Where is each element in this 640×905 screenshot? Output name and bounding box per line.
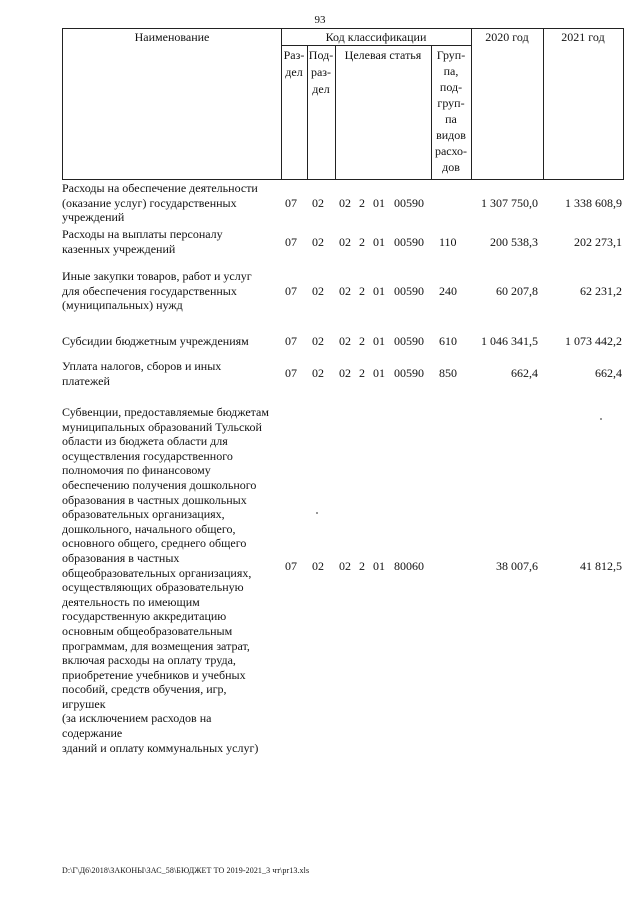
scan-speck xyxy=(600,418,602,420)
row-razdel: 07 xyxy=(285,366,297,380)
row-2021: 1 338 608,9 xyxy=(565,196,622,210)
row-name: Иные закупки товаров, работ и услуг для обеспечения государственных (муниципальных) нужд xyxy=(62,269,252,312)
row-podrazdel: 02 xyxy=(312,559,324,573)
row-razdel: 07 xyxy=(285,559,297,573)
row-group: 110 xyxy=(439,235,457,249)
header-name: Наименование xyxy=(134,30,210,44)
row-2021: 1 073 442,2 xyxy=(565,334,622,348)
header-year-2020: 2020 год xyxy=(485,30,529,44)
row-podrazdel: 02 xyxy=(312,284,324,298)
row-razdel: 07 xyxy=(285,235,297,249)
row-group: 240 xyxy=(439,284,457,298)
row-cs3: 01 xyxy=(373,235,385,249)
header-podrazdel: Под- раз- дел xyxy=(308,48,334,96)
row-cs2: 2 xyxy=(359,334,365,348)
row-razdel: 07 xyxy=(285,334,297,348)
row-name: Расходы на выплаты персоналу казенных учреждений xyxy=(62,227,223,256)
row-2021: 662,4 xyxy=(595,366,622,380)
row-2020: 1 046 341,5 xyxy=(481,334,538,348)
row-group: 850 xyxy=(439,366,457,380)
header-razdel: Раз- дел xyxy=(283,48,305,79)
page-number: 93 xyxy=(314,14,326,26)
row-cs4: 80060 xyxy=(394,559,424,573)
row-group: 610 xyxy=(439,334,457,348)
row-cs2: 2 xyxy=(359,284,365,298)
row-cs2: 2 xyxy=(359,235,365,249)
row-cs2: 2 xyxy=(359,366,365,380)
header-target: Целевая статья xyxy=(344,48,422,62)
row-2021: 62 231,2 xyxy=(580,284,622,298)
row-cs3: 01 xyxy=(373,559,385,573)
row-cs3: 01 xyxy=(373,366,385,380)
row-cs1: 02 xyxy=(339,284,351,298)
header-classification: Код классификации xyxy=(325,30,427,44)
row-2021: 202 273,1 xyxy=(574,235,622,249)
row-name: Расходы на обеспечение деятельности (оказание услуг) государственных учреждений xyxy=(62,181,258,224)
row-name: Субсидии бюджетным учреждениям xyxy=(62,334,249,348)
row-2020: 662,4 xyxy=(511,366,538,380)
row-2020: 1 307 750,0 xyxy=(481,196,538,210)
row-2020: 60 207,8 xyxy=(496,284,538,298)
row-cs3: 01 xyxy=(373,284,385,298)
row-cs2: 2 xyxy=(359,559,365,573)
row-razdel: 07 xyxy=(285,196,297,210)
row-2020: 38 007,6 xyxy=(496,559,538,573)
row-cs1: 02 xyxy=(339,235,351,249)
row-cs4: 00590 xyxy=(394,196,424,210)
row-cs1: 02 xyxy=(339,559,351,573)
row-cs1: 02 xyxy=(339,334,351,348)
row-cs4: 00590 xyxy=(394,334,424,348)
row-name: Уплата налогов, сборов и иных платежей xyxy=(62,359,222,388)
row-cs1: 02 xyxy=(339,366,351,380)
table-header xyxy=(62,28,624,180)
row-cs4: 00590 xyxy=(394,235,424,249)
row-cs3: 01 xyxy=(373,196,385,210)
row-cs4: 00590 xyxy=(394,284,424,298)
row-razdel: 07 xyxy=(285,284,297,298)
row-cs1: 02 xyxy=(339,196,351,210)
header-year-2021: 2021 год xyxy=(561,30,605,44)
scan-speck xyxy=(316,512,318,514)
row-podrazdel: 02 xyxy=(312,334,324,348)
row-cs3: 01 xyxy=(373,334,385,348)
row-2020: 200 538,3 xyxy=(490,235,538,249)
row-cs4: 00590 xyxy=(394,366,424,380)
row-2021: 41 812,5 xyxy=(580,559,622,573)
row-cs2: 2 xyxy=(359,196,365,210)
row-podrazdel: 02 xyxy=(312,235,324,249)
header-group: Груп- па, под- груп- па видов расхо- дов xyxy=(434,48,468,174)
row-podrazdel: 02 xyxy=(312,366,324,380)
file-path-footer: D:\Г\Д6\2018\ЗАКОНЫ\ЗАС_58\БЮДЖЕТ ТО 2019-2021_3 чт\pr13.xls xyxy=(62,866,310,875)
row-name: Субвенции, предоставляемые бюджетам муниципальных образований Тульской области из бюджета области для осуществления государственного полномочия по финансовому обеспечению получения дошкольного образования в частных дошкольных образовательных организациях, дошкольного, начального общего, основного общего, среднего общего образования в частных общеобразовательных организациях, осуществляющих образовательную деятельность по имеющим государственную аккредитацию основным общеобразовательным программам, для возмещения затрат, включая расходы на оплату труда, приобретение учебников и учебных пособий, средств обучения, игр, игрушек (за исключением расходов на содержание зданий и оплату коммунальных услуг) xyxy=(62,405,269,755)
row-podrazdel: 02 xyxy=(312,196,324,210)
